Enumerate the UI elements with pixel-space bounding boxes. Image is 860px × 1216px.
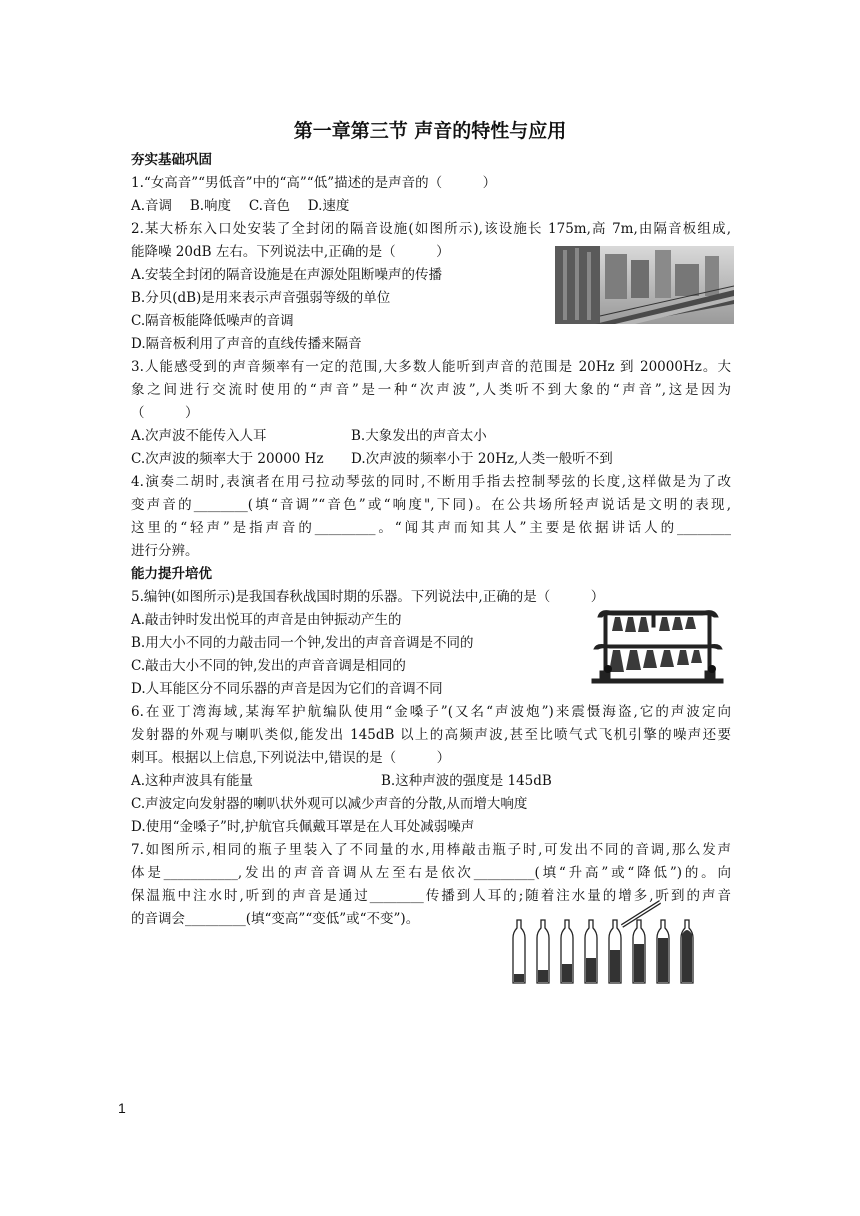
q2-option-d: D.隔音板利用了声音的直线传播来隔音: [131, 336, 362, 352]
q5-stem: 5.编钟(如图所示)是我国春秋战国时期的乐器。下列说法中,正确的是（ ）: [131, 589, 605, 605]
q2-line1: 2.某大桥东入口处安装了全封闭的隔音设施(如图所示),该设施长 175m,高 7m,由隔音板组成,: [131, 221, 731, 237]
q1-options: A.音调 B.响度 C.音色 D.速度: [131, 198, 350, 214]
q7-line3: 保温瓶中注水时,听到的声音是通过________传播到人耳的;随着注水量的增多,听到的声音: [131, 888, 731, 904]
q1-stem: 1.“女高音”“男低音”中的“高”“低”描述的是声音的（ ）: [131, 175, 497, 191]
q5-option-c: C.敲击大小不同的钟,发出的声音音调是相同的: [131, 658, 406, 674]
q5-option-a: A.敲击钟时发出悦耳的声音是由钟振动产生的: [131, 612, 402, 628]
q5-option-d: D.人耳能区分不同乐器的声音是因为它们的音调不同: [131, 681, 443, 697]
q7-line2: 体是___________,发出的声音音调从左至右是依次_________(填“升高”或“降低”)的。向: [131, 865, 731, 881]
bridge-photo: [555, 246, 734, 324]
q3-option-a: A.次声波不能传入人耳: [131, 428, 267, 444]
q6-option-a: A.这种声波具有能量: [131, 773, 254, 789]
section-heading-advanced: 能力提升培优: [131, 566, 212, 582]
q4-line2: 变声音的________(填“音调”“音色”或“响度",下同)。在公共场所轻声说话是文明的表现,: [131, 497, 731, 513]
q2-line2: 能降噪 20dB 左右。下列说法中,正确的是（ ）: [131, 244, 450, 260]
q6-line3: 刺耳。根据以上信息,下列说法中,错误的是（ ）: [131, 750, 451, 766]
q4-line3: 这里的“轻声”是指声音的_________。“闻其声而知其人”主要是依据讲话人的________: [131, 520, 731, 536]
q7-line4: 的音调会_________(填“变高”“变低”或“不变”)。: [131, 911, 420, 927]
q3-line1: 3.人能感受到的声音频率有一定的范围,大多数人能听到声音的范围是 20Hz 到 20000Hz。大: [131, 359, 731, 375]
page-number: 1: [118, 1100, 126, 1116]
q2-option-c: C.隔音板能降低噪声的音调: [131, 313, 294, 329]
q4-line4: 进行分辨。: [131, 543, 199, 559]
section-heading-basic: 夯实基础巩固: [131, 152, 212, 168]
q2-option-b: B.分贝(dB)是用来表示声音强弱等级的单位: [131, 290, 391, 306]
q3-option-b: B.大象发出的声音太小: [351, 428, 487, 444]
q4-line1: 4.演奏二胡时,表演者在用弓拉动琴弦的同时,不断用手指去控制琴弦的长度,这样做是为了改: [131, 474, 731, 490]
bottles-illustration: [510, 898, 706, 988]
q5-option-b: B.用大小不同的力敲击同一个钟,发出的声音音调是不同的: [131, 635, 474, 651]
q3-option-c: C.次声波的频率大于 20000 Hz: [131, 451, 324, 467]
q6-line2: 发射器的外观与喇叭类似,能发出 145dB 以上的高频声波,甚至比喷气式飞机引擎的噪声还要: [131, 727, 731, 743]
chime-bells-illustration: [580, 605, 735, 687]
q6-option-b: B.这种声波的强度是 145dB: [381, 773, 552, 789]
q3-option-d: D.次声波的频率小于 20Hz,人类一般听不到: [351, 451, 613, 467]
q2-option-a: A.安装全封闭的隔音设施是在声源处阻断噪声的传播: [131, 267, 443, 283]
q6-option-d: D.使用“金嗓子”时,护航官兵佩戴耳罩是在人耳处减弱噪声: [131, 819, 475, 835]
page-title: 第一章第三节 声音的特性与应用: [293, 120, 567, 142]
q6-line1: 6.在亚丁湾海域,某海军护航编队使用“金嗓子”(又名“声波炮”)来震慑海盗,它的声波定向: [131, 704, 731, 720]
q3-line2: 象之间进行交流时使用的“声音”是一种“次声波”,人类听不到大象的“声音”,这是因为: [131, 382, 731, 398]
q3-line3: （ ）: [131, 405, 199, 421]
q7-line1: 7.如图所示,相同的瓶子里装入了不同量的水,用棒敲击瓶子时,可发出不同的音调,那么发声: [131, 842, 731, 858]
q6-option-c: C.声波定向发射器的喇叭状外观可以减少声音的分散,从而增大响度: [131, 796, 528, 812]
